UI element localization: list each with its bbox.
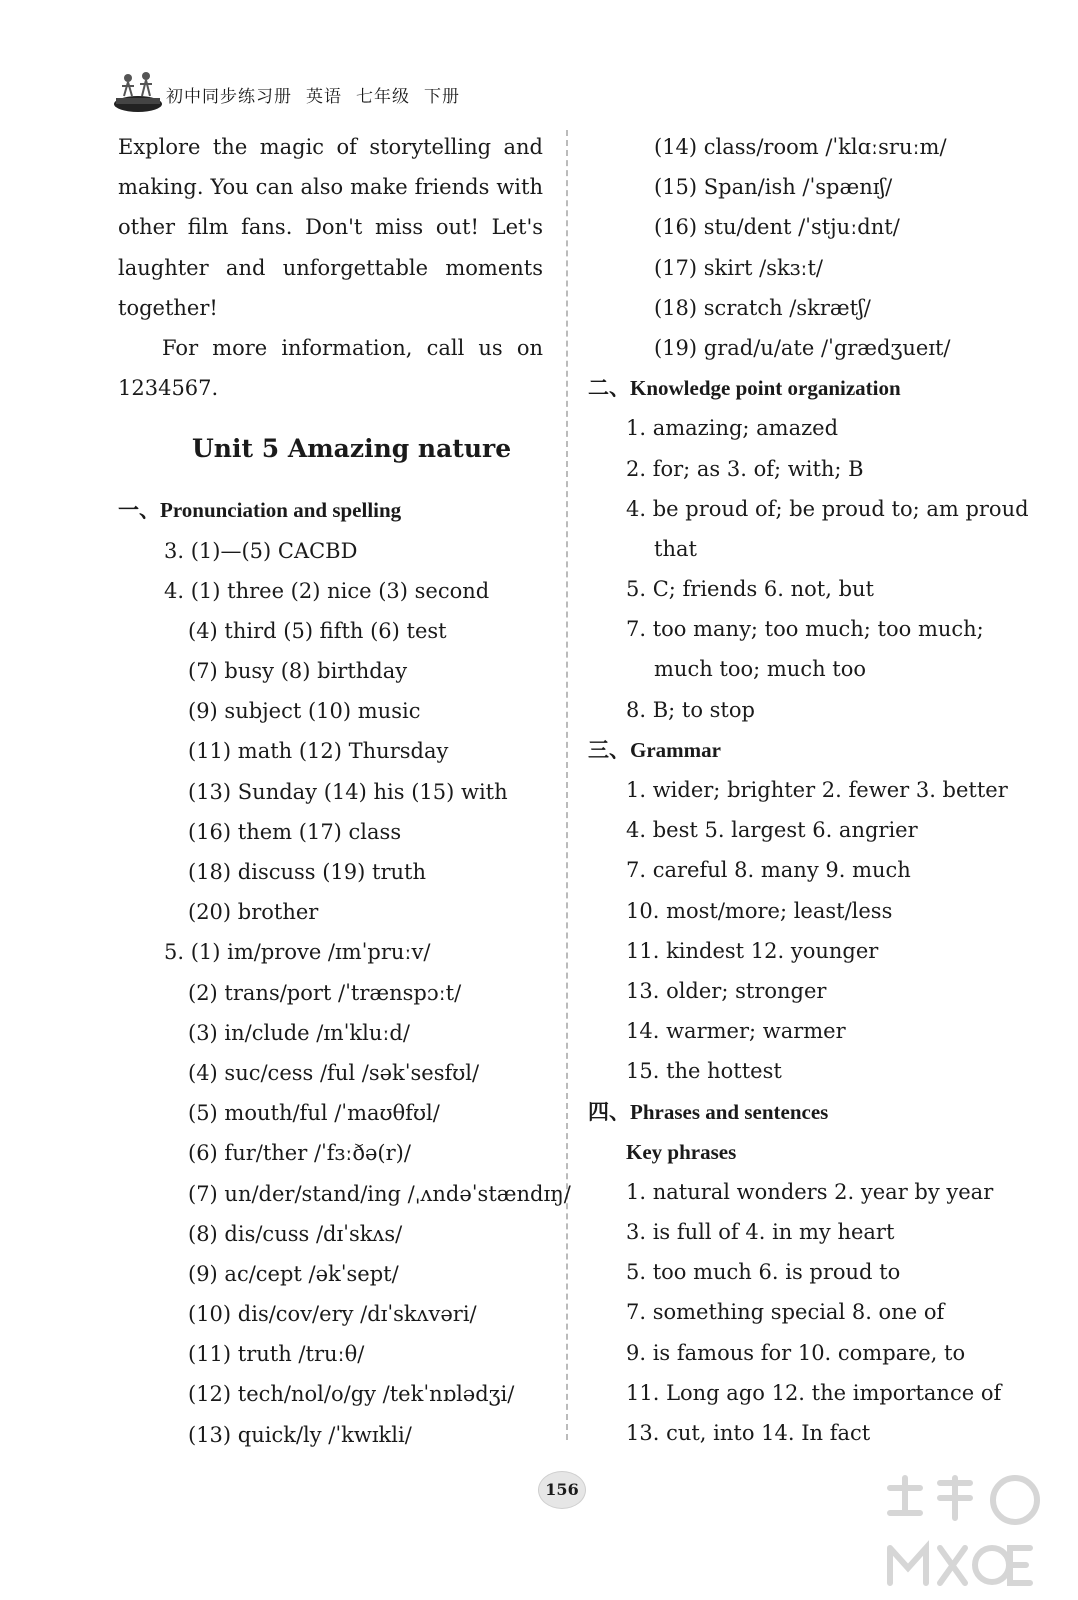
page-header — [112, 68, 512, 116]
header-volume: 下册 — [424, 87, 460, 107]
answer-line: (9) ac/cept /əkˈsept/ — [188, 1261, 399, 1286]
answer-line: 11. kindest 12. younger — [626, 938, 879, 963]
section-heading: 一、Pronunciation and spelling — [118, 498, 402, 523]
answer-line: 1. wider; brighter 2. fewer 3. better — [626, 778, 1008, 802]
answer-line: 7. too many; too much; too much; — [626, 617, 984, 642]
answer-line: (19) grad/u/ate /ˈgrædʒueɪt/ — [654, 335, 951, 360]
answer-line: 5. too much 6. is proud to — [626, 1260, 901, 1285]
answer-line: 1. natural wonders 2. year by year — [626, 1179, 994, 1204]
header-subject: 英语 — [306, 87, 342, 107]
answer-line: 13. older; stronger — [626, 978, 827, 1003]
answer-line: 10. most/more; least/less — [626, 898, 893, 923]
answer-line: (15) Span/ish /ˈspænɪʃ/ — [654, 175, 893, 200]
answer-line: (20) brother — [188, 900, 319, 925]
watermark-logo-icon — [880, 1468, 1060, 1598]
answer-line: 5. C; friends 6. not, but — [626, 577, 874, 602]
header-title — [166, 82, 474, 107]
intro-line: making. You can also make friends with — [118, 175, 543, 200]
column-divider — [566, 130, 568, 1440]
answer-line: 3. is full of 4. in my heart — [626, 1220, 895, 1245]
answer-line: 9. is famous for 10. compare, to — [626, 1340, 966, 1365]
page-number: 156 — [538, 1471, 586, 1509]
section-heading: 二、Knowledge point organization — [588, 376, 901, 401]
answer-line: (2) trans/port /ˈtrænspɔːt/ — [188, 980, 462, 1005]
answer-line: (10) dis/cov/ery /dɪˈskʌvəri/ — [188, 1302, 477, 1327]
intro-line: other film fans. Don't miss out! Let's — [118, 215, 543, 240]
answer-line: 14. warmer; warmer — [626, 1019, 846, 1044]
book-logo-icon — [112, 68, 164, 114]
section-heading: 三、Grammar — [588, 737, 721, 762]
intro-line: Explore the magic of storytelling and — [118, 135, 543, 159]
answer-line: 4. best 5. largest 6. angrier — [626, 818, 918, 843]
intro-line: 1234567. — [118, 376, 219, 401]
answer-line: 2. for; as 3. of; with; B — [626, 456, 864, 481]
answer-line: (16) stu/dent /ˈstjuːdnt/ — [654, 215, 900, 240]
answer-line: 3. (1)—(5) CACBD — [164, 538, 358, 563]
answer-line: that — [654, 536, 697, 561]
answer-line: (9) subject (10) music — [188, 699, 421, 724]
answer-line: (14) class/room /ˈklɑːsruːm/ — [654, 135, 947, 159]
answer-line: (18) scratch /skrætʃ/ — [654, 295, 871, 320]
unit-title: Unit 5 Amazing nature — [192, 434, 512, 464]
answer-line: (13) quick/ly /ˈkwɪkli/ — [188, 1422, 412, 1447]
answer-line: 5. (1) im/prove /ɪmˈpruːv/ — [164, 940, 431, 965]
intro-line: laughter and unforgettable moments — [118, 255, 543, 280]
answer-line: (6) fur/ther /ˈfɜːðə(r)/ — [188, 1141, 411, 1166]
answer-line: 7. something special 8. one of — [626, 1300, 945, 1325]
answer-line: 11. Long ago 12. the importance of — [626, 1380, 1002, 1405]
answer-line: 13. cut, into 14. In fact — [626, 1421, 871, 1445]
answer-line: (3) in/clude /ɪnˈkluːd/ — [188, 1020, 410, 1045]
answer-line: (16) them (17) class — [188, 819, 402, 844]
right-column — [588, 127, 1028, 1453]
answer-line: (11) truth /truːθ/ — [188, 1342, 365, 1367]
answer-line: 15. the hottest — [626, 1059, 782, 1084]
header-grade: 七年级 — [356, 87, 410, 107]
answer-line: (4) third (5) fifth (6) test — [188, 618, 447, 643]
header-book: 初中同步练习册 — [166, 87, 292, 107]
answer-line: (4) suc/cess /ful /səkˈsesfʊl/ — [188, 1060, 480, 1085]
intro-line: For more information, call us on — [162, 335, 543, 360]
answer-line: 4. (1) three (2) nice (3) second — [164, 578, 490, 603]
subsection-heading: Key phrases — [626, 1139, 737, 1164]
answer-line: (8) dis/cuss /dɪˈskʌs/ — [188, 1221, 403, 1246]
answer-line: (5) mouth/ful /ˈmaʊθfʊl/ — [188, 1101, 440, 1126]
left-column — [118, 127, 571, 1455]
answer-line: (18) discuss (19) truth — [188, 860, 426, 884]
section-heading: 四、Phrases and sentences — [588, 1099, 829, 1124]
answer-line: (11) math (12) Thursday — [188, 739, 449, 764]
answer-line: (12) tech/nol/o/gy /tekˈnɒlədʒi/ — [188, 1382, 515, 1407]
answer-line: (13) Sunday (14) his (15) with — [188, 779, 508, 804]
answer-line: (17) skirt /skɜːt/ — [654, 255, 824, 280]
intro-line: together! — [118, 295, 218, 320]
answer-line: 4. be proud of; be proud to; am proud — [626, 496, 1029, 521]
answer-line: much too; much too — [654, 657, 866, 682]
answer-line: 7. careful 8. many 9. much — [626, 858, 911, 883]
answer-line: (7) busy (8) birthday — [188, 659, 408, 684]
answer-line: (7) un/der/stand/ing /ˌʌndəˈstændɪŋ/ — [188, 1181, 571, 1206]
answer-line: 1. amazing; amazed — [626, 416, 839, 441]
answer-line: 8. B; to stop — [626, 697, 755, 722]
